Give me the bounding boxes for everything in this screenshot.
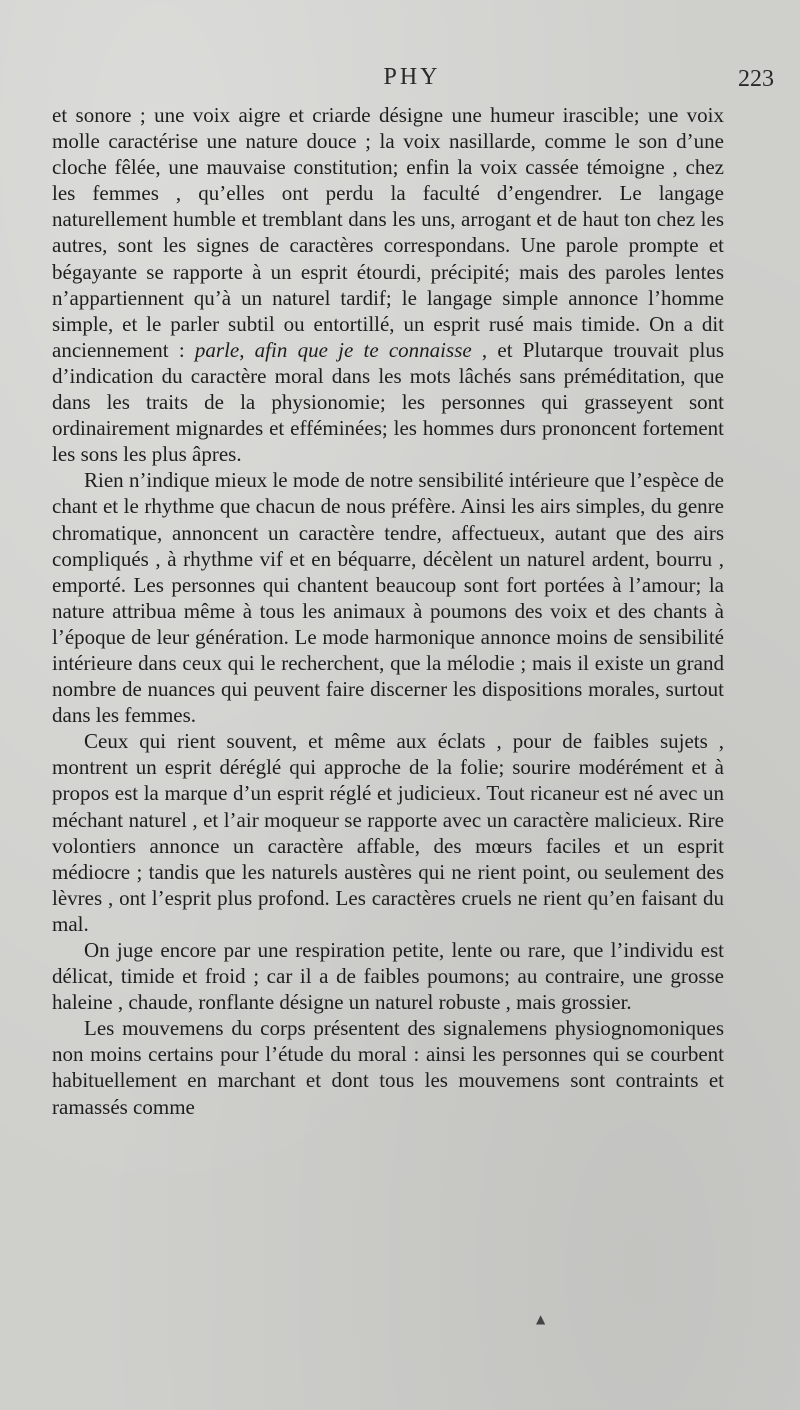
paragraph-breathing: On juge encore par une respiration petite, lente ou rare, que l’individu est délicat, timide et froid ; car il a de faibles poumons; au contraire, une grosse haleine , chaude, ronflante désigne un naturel robuste , mais grossier.	[52, 938, 724, 1015]
quoted-saying: parle, afin que je te connaisse	[194, 337, 472, 362]
paragraph-song: Rien n’indique mieux le mode de notre sensibilité intérieure que l’espèce de chant et le rhythme que chacun de nous préfère. Ainsi les airs simples, du genre chromatique, annoncent un caractère tendre, affectueux, autant que des airs compliqués , à rhythme vif et en béquarre, décèlent un naturel ardent, bourru , emporté. Les personnes qui chantent beaucoup sont fort portées à l’amour; la nature attribua même à tous les animaux à poumons des voix et des chants à l’époque de leur génération. Le mode harmonique annonce moins de sensibilité intérieure dans ceux qui le recherchent, que la mélodie ; mais il existe un grand nombre de nuances qui peuvent faire discerner les dispositions morales, surtout dans les femmes.	[52, 468, 724, 728]
running-head	[50, 64, 774, 98]
paragraph-movements: Les mouvemens du corps présentent des signalemens physiognomoniques non moins certains pour l’étude du moral : ainsi les personnes qui se courbent habituellement en marchant et dont tous les mouvemens sont contraints et ramassés comme	[52, 1016, 724, 1119]
printer-mark-icon: ▲	[536, 1312, 546, 1326]
page-number: 223	[738, 66, 774, 92]
paragraph-voice	[52, 102, 724, 467]
paragraph-laughter: Ceux qui rient souvent, et même aux éclats , pour de faibles sujets , montrent un esprit déréglé qui approche de la folie; sourire modérément et à propos est la marque d’un esprit réglé et judicieux. Tout ricaneur est né avec un méchant naturel , et l’air moqueur se rapporte avec un caractère malicieux. Rire volontiers annonce un caractère affable, des mœurs faciles et un esprit médiocre ; tandis que les naturels austères qui ne rient point, ou seulement des lèvres , ont l’esprit plus profond. Les caractères cruels ne rient qu’en faisant du mal.	[52, 729, 724, 936]
running-title: PHY	[383, 64, 441, 90]
paragraph-voice-text-a: et sonore ; une voix aigre et criarde désigne une humeur irascible; une voix molle caractérise une nature douce ; la voix nasillarde, comme le son d’une cloche fêlée, une mauvaise constitution; enfin la voix cassée témoigne , chez les femmes , qu’elles ont perdu la faculté d’engendrer. Le langage naturellement humble et tremblant dans les uns, arrogant et de haut ton chez les autres, sont les signes de caractères correspondans. Une parole prompte et bégayante se rapporte à un esprit étourdi, précipité; mais des paroles lentes n’appartiennent qu’à un naturel tardif; le langage simple annonce l’homme simple, et le parler subtil ou entortillé, un esprit rusé mais timide. On a dit anciennement :	[52, 103, 724, 362]
paragraph-voice-text-b: , et Plutarque trouvait plus d’indication du caractère moral dans les mots lâchés sans préméditation, que dans les traits de la physionomie; les personnes qui grasseyent sont ordinairement mignardes et efféminées; les hommes durs prononcent fortement les sons les plus âpres.	[52, 337, 724, 467]
body-text	[52, 102, 724, 1120]
